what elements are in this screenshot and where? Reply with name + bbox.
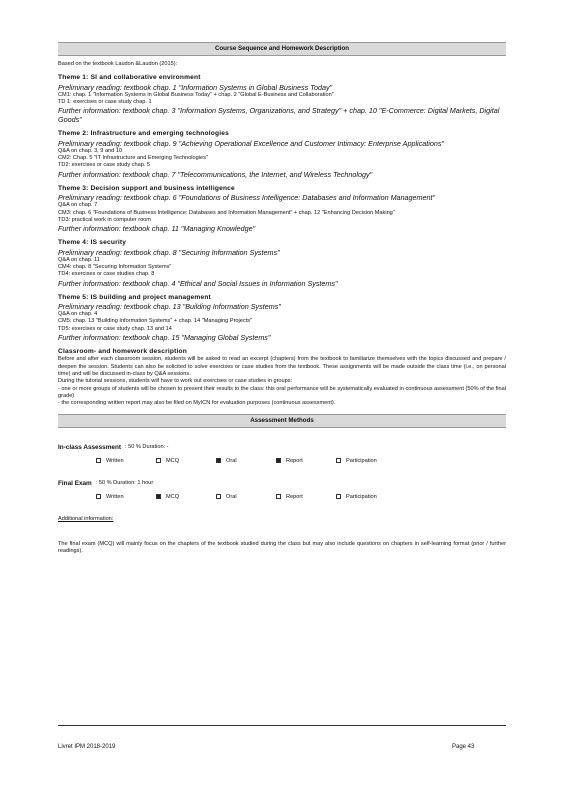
session-line: CM2: Chap. 5 "IT Infrastructure and Emerging Technologies" [58,155,208,162]
option-label: Participation [346,457,377,464]
unchecked-box-icon [276,494,281,499]
assessment-option [276,458,336,464]
session-line: Q&A on chap. 7 [58,202,98,209]
theme-block [58,74,506,124]
unchecked-box-icon [216,494,221,499]
further-information: Further information: textbook chap. 15 "Managing Global Systems" [58,332,271,342]
further-information: Further information: textbook chap. 4 "Ethical and Social Issues in Information Systems" [58,278,338,288]
theme-block [58,239,506,287]
assessment-option [96,494,156,500]
preliminary-reading: Preliminary reading: textbook chap. 1 "Information Systems in Global Business Today" [58,82,333,92]
intro-text: Based on the textbook Laudon &Laudon (2015): [58,61,178,67]
option-label: Written [106,493,124,500]
final-detail: : 50 % Duration: 1 hour [95,479,154,486]
theme-title: Theme 5: IS building and project management [58,293,211,301]
theme-block [58,185,506,233]
footer-left: Livret IPM 2018-2019 [58,744,116,750]
preliminary-reading: Preliminary reading: textbook chap. 13 "Building Information Systems" [58,302,281,312]
unchecked-box-icon [96,494,101,499]
option-label: Report [286,457,303,464]
document-page [58,42,506,555]
option-label: Participation [346,493,377,500]
checked-box-icon [156,494,161,499]
session-line: CM3: chap. 6 "Foundations of Business Intelligence: Databases and Information Management" + chap. 12 "Enhancing Decision Making" [58,209,395,216]
assessment-option [216,458,276,464]
classroom-line: Before and after each classroom session, students will be asked to read an excerpt (chapters) from the textbook to familiarize themselves with the topics discussed and prepare / deepen the session. Students can also be solicited to solve exercises or case studies from the textbook. These assignments will be made outside the class time (i.e., on personal time) and will be discussed in-class by Q&A sessions. [58,356,506,378]
classroom-line: - the corresponding written report may also be filed on MyICN for evaluation purposes (continuous assessment). [58,400,336,407]
session-line: Q&A on chap. 4 [58,311,98,318]
inclass-detail: : 50 % Duration: - [125,443,169,450]
checked-box-icon [276,458,281,463]
further-information: Further information: textbook chap. 11 "Managing Knowledge" [58,224,256,234]
theme-title: Theme 4: IS security [58,239,127,247]
option-label: Oral [226,457,237,464]
additional-info [58,516,506,556]
theme-block [58,294,506,342]
option-label: Report [286,493,303,500]
classroom-line: - one or more groups of students will be chosen to present their results to the class: this oral performance will be systematically evaluated in continuous assessment (50% of the final grade) [58,385,506,399]
additional-label: Additional information: [58,515,114,522]
session-line: CM1: chap. 1 "Information Systems in Global Business Today" + chap. 2 "Global E-Business and Collaboration" [58,91,334,98]
assessment-option [336,458,396,464]
classroom-section [58,348,506,408]
further-information: Further information: textbook chap. 7 "Telecommunications, the Internet, and Wireless Technology" [58,169,373,179]
assessment-option [156,494,216,500]
inclass-label: In-class Assessment [58,443,121,451]
unchecked-box-icon [336,494,341,499]
option-label: MCQ [166,457,180,464]
session-line: TD4: exercises or case studies chap. 8 [58,271,155,278]
footer-divider [58,725,506,726]
further-information: Further information: textbook chap. 3 "Information Systems, Organizations, and Strategy" + chap. 10 "E-Commerce: Digital Markets, Digital Goods" [58,106,500,125]
session-line: TD2: exercises or case study chap. 5 [58,162,151,169]
course-sequence-header: Course Sequence and Homework Description [58,42,506,56]
unchecked-box-icon [156,458,161,463]
final-options [96,494,506,500]
session-line: Q&A on chap. 11 [58,256,100,263]
unchecked-box-icon [336,458,341,463]
assessment-option [276,494,336,500]
assessment-option [96,458,156,464]
session-line: CM4: chap. 8 "Securing Information Systems" [58,263,172,270]
session-line: TD3: practical work in computer room [58,216,151,223]
theme-block [58,130,506,178]
footer-page-number: Page 43 [452,744,475,750]
preliminary-reading: Preliminary reading: textbook chap. 9 "Achieving Operational Excellence and Customer Intimacy: Enterprise Applications" [58,138,444,148]
assessment-option [336,494,396,500]
preliminary-reading: Preliminary reading: textbook chap. 6 "Foundations of Business Intelligence: Databases and Information Management" [58,193,436,203]
option-label: Oral [226,493,237,500]
final-label: Final Exam [58,479,92,487]
preliminary-reading: Preliminary reading: textbook chap. 8 "Securing Information Systems" [58,247,280,257]
classroom-line: During the tutorial sessions, students will have to work out exercises or case studies in groups: [58,378,293,385]
themes-list [58,74,506,342]
additional-text: The final exam (MCQ) will mainly focus on the chapters of the textbook studied during the class but may also include questions on chapters in self-learning format (prior / further readings). [58,540,506,555]
assessment-option [156,458,216,464]
theme-title: Theme 1: SI and collaborative environment [58,74,201,82]
inclass-options [96,458,506,464]
checked-box-icon [216,458,221,463]
final-exam [58,480,506,500]
theme-title: Theme 2: Infrastructure and emerging technologies [58,130,230,138]
unchecked-box-icon [96,458,101,463]
session-line: TD5: exercises or case study chap. 13 and 14 [58,325,172,332]
option-label: MCQ [166,493,180,500]
classroom-title: Classroom- and homework description [58,347,188,355]
option-label: Written [106,457,124,464]
assessment-option [216,494,276,500]
inclass-assessment [58,444,506,464]
session-line: TD 1: exercises or case study chap. 1 [58,99,152,106]
session-line: CM5: chap. 13 "Building Information Systems" + chap. 14 "Managing Projects" [58,318,253,325]
assessment-header: Assessment Methods [58,414,506,428]
theme-title: Theme 3: Decision support and business intelligence [58,184,235,192]
session-line: Q&A on chap. 3, 9 and 10 [58,147,123,154]
